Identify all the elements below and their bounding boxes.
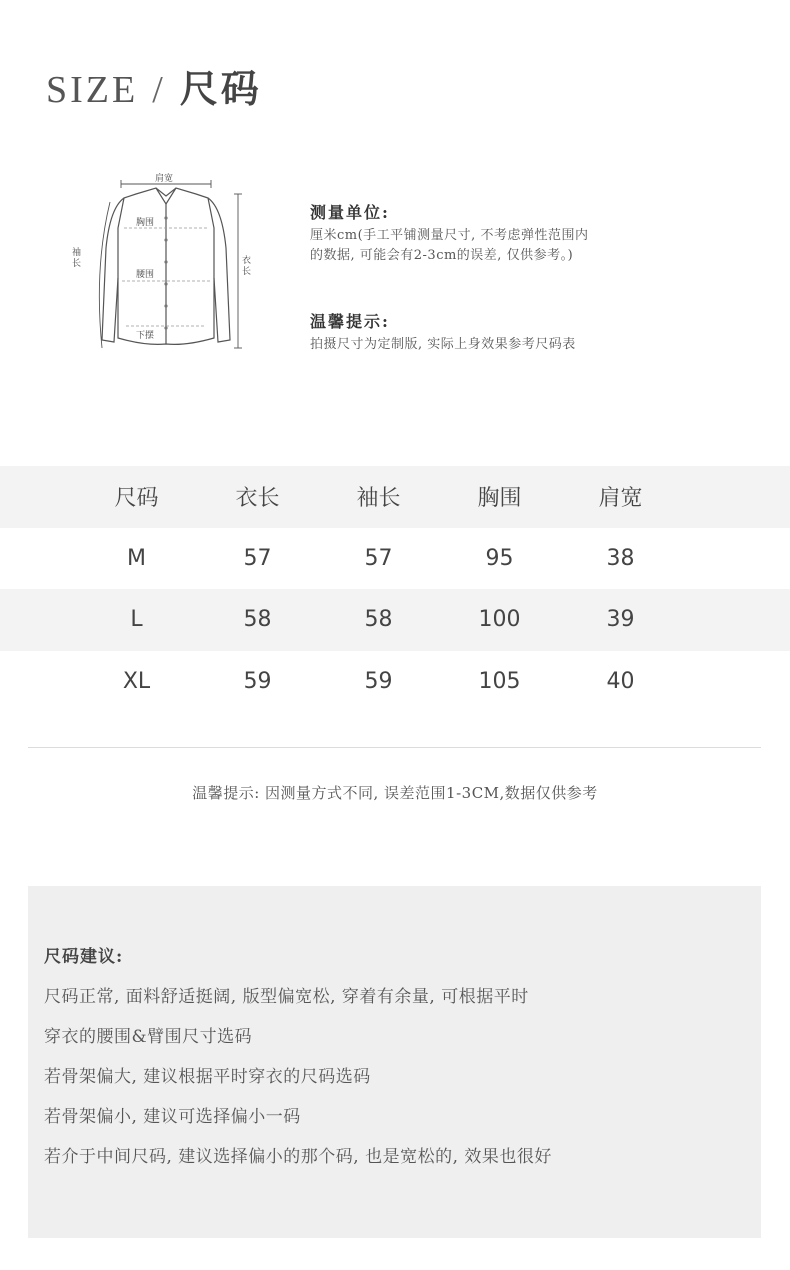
cell-chest: 105 bbox=[478, 668, 521, 694]
advice-line: 穿衣的腰围&臂围尺寸选码 bbox=[44, 1027, 253, 1047]
size-advice-panel bbox=[28, 886, 761, 1238]
footer-tip: 温馨提示: 因测量方式不同, 误差范围1-3CM,数据仅供参考 bbox=[192, 784, 598, 802]
table-row bbox=[0, 589, 790, 651]
header-shoulder: 肩宽 bbox=[598, 486, 643, 512]
cell-sleeve: 57 bbox=[364, 545, 393, 571]
advice-line: 若骨架偏大, 建议根据平时穿衣的尺码选码 bbox=[44, 1067, 371, 1087]
page-title bbox=[46, 58, 262, 113]
size-table bbox=[0, 466, 790, 712]
table-header-row bbox=[0, 466, 790, 528]
measurement-unit-note bbox=[310, 200, 670, 266]
unit-heading: 测量单位: bbox=[310, 203, 390, 222]
table-row bbox=[0, 528, 790, 590]
cell-length: 57 bbox=[243, 545, 272, 571]
unit-line-1: 厘米cm(手工平铺测量尺寸, 不考虑弹性范围内 bbox=[310, 228, 589, 243]
sleeve-label: 袖长 bbox=[72, 248, 82, 269]
cell-length: 59 bbox=[243, 668, 272, 694]
shirt-measurement-diagram bbox=[66, 168, 266, 358]
divider bbox=[28, 747, 761, 748]
shoulder-label: 肩宽 bbox=[155, 174, 174, 184]
title-separator: / bbox=[152, 69, 166, 111]
header-sleeve: 袖长 bbox=[356, 486, 401, 512]
header-size: 尺码 bbox=[114, 486, 159, 512]
waist-label: 腰围 bbox=[136, 270, 155, 280]
tip-text: 拍摄尺寸为定制版, 实际上身效果参考尺码表 bbox=[310, 337, 576, 352]
cell-shoulder: 40 bbox=[606, 668, 635, 694]
advice-line: 若介于中间尺码, 建议选择偏小的那个码, 也是宽松的, 效果也很好 bbox=[44, 1147, 552, 1167]
advice-line: 若骨架偏小, 建议可选择偏小一码 bbox=[44, 1107, 301, 1127]
length-label: 衣长 bbox=[242, 256, 252, 277]
shirt-outline-icon bbox=[66, 168, 266, 358]
cell-chest: 95 bbox=[485, 545, 514, 571]
cell-length: 58 bbox=[243, 607, 272, 633]
photo-size-note bbox=[310, 309, 670, 355]
advice-line: 尺码正常, 面料舒适挺阔, 版型偏宽松, 穿着有余量, 可根据平时 bbox=[44, 987, 529, 1007]
cell-size: M bbox=[127, 545, 146, 571]
cell-sleeve: 59 bbox=[364, 668, 393, 694]
header-chest: 胸围 bbox=[477, 486, 522, 512]
table-row bbox=[0, 651, 790, 713]
cell-size: XL bbox=[122, 668, 151, 694]
cell-chest: 100 bbox=[478, 607, 521, 633]
title-en: SIZE bbox=[46, 69, 139, 111]
chest-label: 胸围 bbox=[136, 218, 155, 228]
unit-line-2: 的数据, 可能会有2-3cm的误差, 仅供参考。) bbox=[310, 248, 574, 263]
cell-size: L bbox=[130, 607, 143, 633]
title-cn: 尺码 bbox=[179, 69, 262, 111]
cell-shoulder: 38 bbox=[606, 545, 635, 571]
advice-heading: 尺码建议: bbox=[44, 947, 124, 967]
hem-label: 下摆 bbox=[136, 331, 155, 341]
cell-shoulder: 39 bbox=[606, 607, 635, 633]
tip-heading: 温馨提示: bbox=[310, 312, 390, 331]
header-length: 衣长 bbox=[235, 486, 280, 512]
cell-sleeve: 58 bbox=[364, 607, 393, 633]
